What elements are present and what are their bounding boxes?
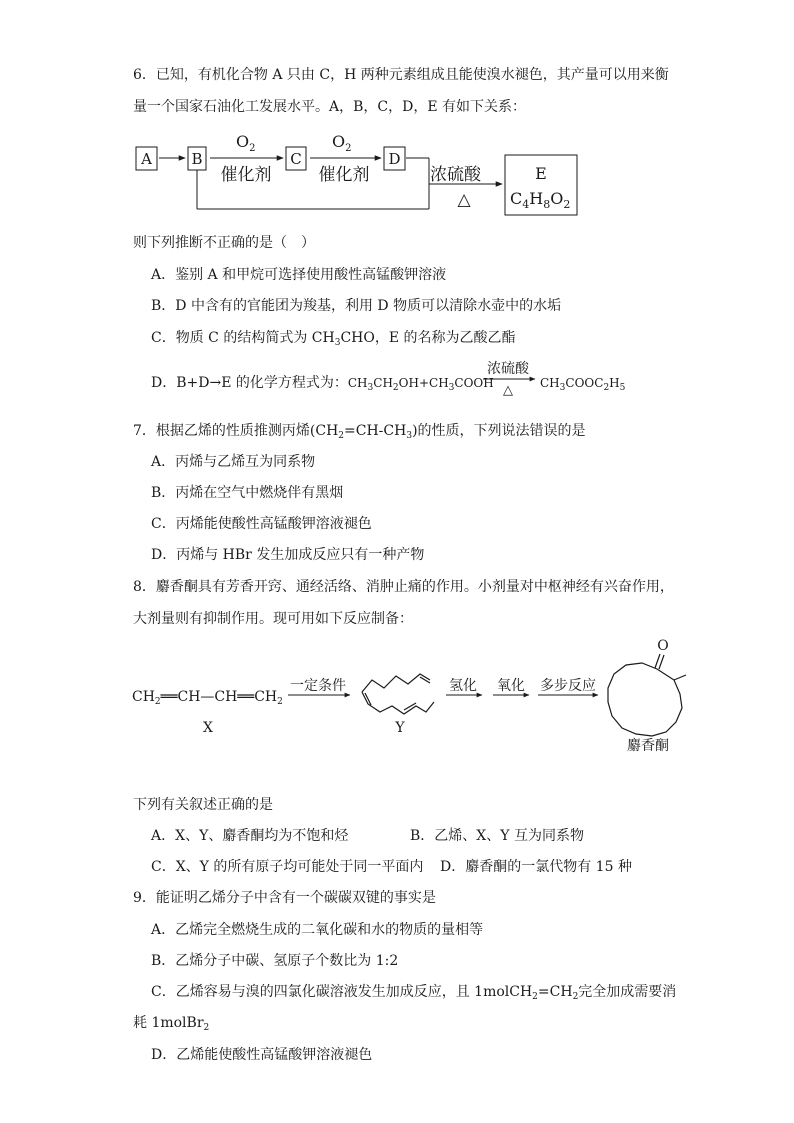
catalyst-label-1: 催化剂 bbox=[220, 165, 272, 185]
step3-label: 氧化 bbox=[497, 678, 525, 694]
q6-option-a: A．鉴别 A 和甲烷可选择使用酸性高锰酸钾溶液 bbox=[151, 267, 447, 283]
q6-option-d-product: $CH_3COOC_2H_5$ bbox=[540, 376, 626, 393]
q8-stem-line1: 8．麝香酮具有芳香开窍、通经活络、消肿止痛的作用。小剂量对中枢神经有兴奋作用， bbox=[133, 579, 674, 595]
step1-label: 一定条件 bbox=[290, 678, 346, 694]
q6-option-d bbox=[151, 374, 494, 397]
product-label: 麝香酮 bbox=[627, 738, 669, 754]
x-formula: $CH_2══CH—CH══CH_2$ bbox=[132, 689, 283, 707]
q6-stem-line1: 6．已知，有机化合物 A 只由 C，H 两种元素组成且能使溴水褪色，其产量可以用来衡 bbox=[133, 67, 669, 83]
heat-label: △ bbox=[457, 190, 471, 210]
box-e-label: E bbox=[535, 164, 547, 183]
q9-option-d: D．乙烯能使酸性高锰酸钾溶液褪色 bbox=[151, 1047, 373, 1063]
box-d-label: D bbox=[388, 150, 401, 168]
conc-acid-label: 浓硫酸 bbox=[430, 165, 481, 185]
muscone-structure bbox=[608, 654, 686, 736]
q8-option-a: A．X、Y、麝香酮均为不饱和烃 bbox=[151, 828, 349, 844]
o2-label-2: $O_2$ bbox=[332, 132, 352, 154]
q7-option-d: D．丙烯与 HBr 发生加成反应只有一种产物 bbox=[151, 547, 425, 563]
y-structure bbox=[362, 674, 434, 714]
box-a-label: A bbox=[141, 150, 152, 168]
o2-label-1: $O_2$ bbox=[236, 132, 256, 154]
q6-option-d-arrow bbox=[480, 357, 538, 397]
q6-option-d-prefix: D．B+D→E 的化学方程式为： bbox=[151, 375, 348, 391]
q6-option-c: C．物质 C 的结构简式为 $CH_3CHO$，E 的名称为乙酸乙酯 bbox=[151, 330, 516, 348]
q6-option-d-arrow-top: 浓硫酸 bbox=[487, 361, 529, 377]
q9-stem: 9．能证明乙烯分子中含有一个碳碳双键的事实是 bbox=[133, 890, 436, 906]
oxygen-label: O bbox=[657, 638, 669, 654]
q9-option-a: A．乙烯完全燃烧生成的二氧化碳和水的物质的量相等 bbox=[151, 922, 484, 938]
q7-option-c: C．丙烯能使酸性高锰酸钾溶液褪色 bbox=[151, 516, 372, 532]
box-b-label: B bbox=[191, 150, 203, 168]
q8-question: 下列有关叙述正确的是 bbox=[133, 797, 273, 813]
catalyst-label-2: 催化剂 bbox=[318, 165, 370, 185]
q7-option-a: A．丙烯与乙烯互为同系物 bbox=[151, 454, 316, 470]
y-label: Y bbox=[395, 720, 405, 736]
q8-option-b: B．乙烯、X、Y 互为同系物 bbox=[410, 828, 584, 844]
box-e-formula: $C_4H_8O_2$ bbox=[510, 189, 571, 211]
q8-stem-line2: 大剂量则有抑制作用。现可用如下反应制备： bbox=[133, 611, 413, 627]
x-label: X bbox=[203, 720, 213, 736]
q8-option-d: D．麝香酮的一氯代物有 15 种 bbox=[440, 859, 632, 875]
q6-option-b: B．D 中含有的官能团为羧基，利用 D 物质可以清除水壶中的水垢 bbox=[151, 298, 562, 314]
step2-label: 氢化 bbox=[449, 678, 477, 694]
q6-question: 则下列推断不正确的是（ ） bbox=[133, 235, 315, 251]
q7-option-b: B．丙烯在空气中燃烧伴有黑烟 bbox=[151, 485, 344, 501]
q8-option-c: C．X、Y 的所有原子均可能处于同一平面内 bbox=[151, 859, 424, 875]
q9-option-b: B．乙烯分子中碳、氢原子个数比为 1:2 bbox=[151, 953, 399, 969]
box-c-label: C bbox=[290, 150, 302, 168]
q6-stem-line2: 量一个国家石油化工发展水平。A，B，C，D，E 有如下关系： bbox=[133, 99, 527, 115]
q9-option-c-line2: 耗 1molBr$_2$ bbox=[133, 1015, 210, 1033]
q6-reaction-diagram bbox=[125, 128, 595, 220]
q6-option-d-arrow-bottom: △ bbox=[503, 383, 513, 397]
q6-option-d-reactants: $CH_3CH_2OH+CH_3COOH$ bbox=[347, 376, 494, 393]
q8-reaction-scheme bbox=[128, 632, 688, 757]
q7-stem: 7．根据乙烯的性质推测丙烯$(CH_2=CH-CH_3)$的性质，下列说法错误的是 bbox=[133, 423, 586, 441]
step4-label: 多步反应 bbox=[540, 678, 596, 694]
q9-option-c-line1: C．乙烯容易与溴的四氯化碳溶液发生加成反应，且 $1molCH_2=CH_2$完全加成需要消 bbox=[151, 984, 677, 1002]
